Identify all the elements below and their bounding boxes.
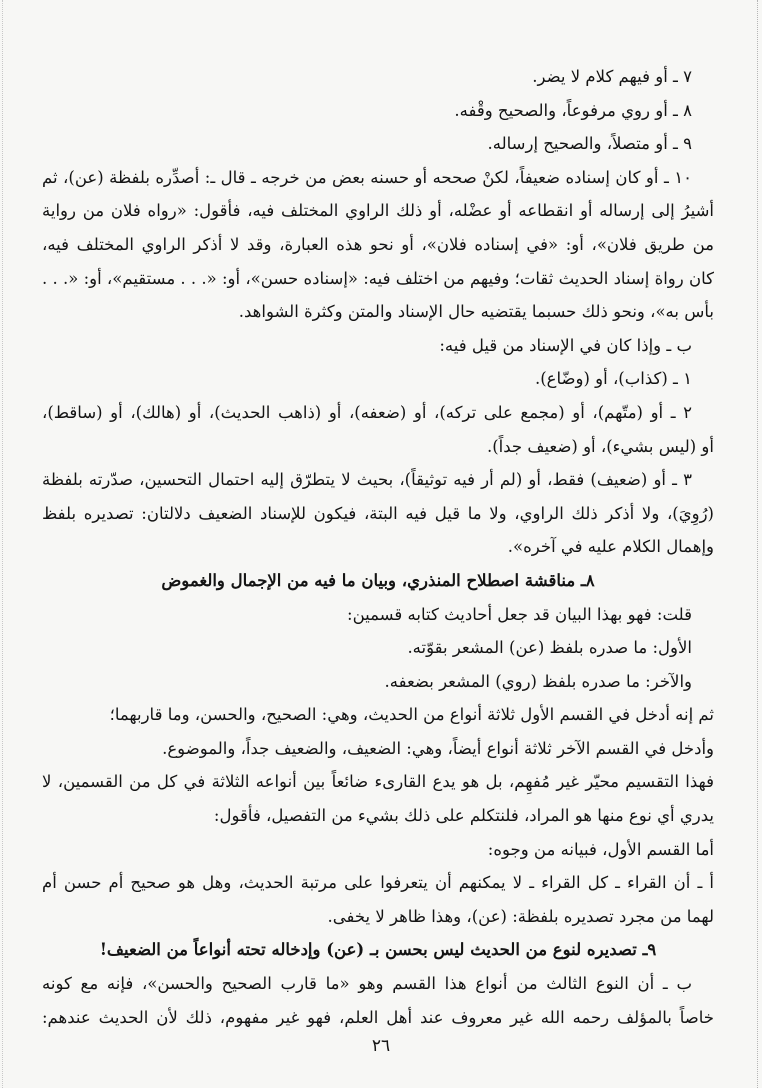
text-line: (رُوِيَ)، ولا أذكر ذلك الراوي، ولا ما قيل فيه البتة، فيكون للإسناد الضعيف دلالتان: تصديره بلفظ [42,503,714,523]
text-line: أو (ليس بشيء)، أو (ضعيف جداً). [487,436,714,456]
text-line: قلت: فهو بهذا البيان قد جعل أحاديث كتابه قسمين: [347,604,692,624]
text-line: وأدخل في القسم الآخر ثلاثة أنواع أيضاً، وهي: الضعيف، والضعيف جداً، والموضوع. [162,738,714,758]
text-line: كان رواة إسناد الحديث ثقات؛ وفيهم من اختلف فيه: «إسناده حسن»، أو: «. . . مستقيم»، أو: «. . . [42,268,714,288]
text-line: ثم إنه أدخل في القسم الأول ثلاثة أنواع من الحديث، وهي: الصحيح، والحسن، وما قاربهما؛ [109,705,714,725]
text-line: ٧ ـ أو فيهم كلام لا يضر. [532,67,692,86]
text-line: من طريق فلان»، أو: «في إسناده فلان»، أو نحو هذه العبارة، وقد لا أذكر الراوي المختلف فيه، [42,234,714,254]
text-line: ٢ ـ أو (متّهم)، أو (مجمع على تركه)، أو (ضعفه)، أو (ذاهب الحديث)، أو (هالك)، أو (ساقط)، [42,402,692,422]
text-line: خاصاً بالمؤلف رحمه الله غير معروف عند أهل العلم، فهو غير مفهوم، ذلك لأن الحديث عندهم: [42,1007,714,1027]
text-line: يدري أي نوع منها هو المراد، فلنتكلم على ذلك بشيء من التفصيل، فأقول: [213,806,714,826]
text-line: والآخر: ما صدره بلفظ (روي) المشعر بضعفه. [384,671,692,691]
text-line: بأس به»، ونحو ذلك حسبما يقتضيه حال الإسناد والمتن وكثرة الشواهد. [238,302,714,322]
text-line: ٣ ـ أو (ضعيف) فقط، أو (لم أر فيه توثيقاً)، بحيث لا يتطرّق إليه احتمال التحسين، صدّرته بلفظة [42,470,692,490]
text-line: الأول: ما صدره بلفظ (عن) المشعر بقوّته. [407,638,692,658]
page-edge-right [756,0,758,1088]
text-line: ١٠ ـ أو كان إسناده ضعيفاً، لكنْ صححه أو حسنه بعض من خرجه ـ قال ـ: أصدِّره بلفظة (عن)، ثم [42,167,692,187]
text-line: فهذا التقسيم محيّر غير مُفهِم، بل هو يدع القارىء ضائعاً بين أنواعه الثلاثة في كل من القسمين، لا [42,772,714,792]
page-body [42,60,714,1034]
section-heading: ٩ـ تصديره لنوع من الحديث ليس بحسن بـ (عن) وإدخاله تحته أنواعاً من الضعيف! [99,940,657,960]
page-edge-left [2,0,4,1088]
text-line: أما القسم الأول، فبيانه من وجوه: [487,839,714,859]
text-line: ٩ ـ أو متصلاً، والصحيح إرساله. [487,134,692,154]
text-line: ب ـ وإذا كان في الإسناد من قيل فيه: [439,335,692,355]
text-line: وإهمال الكلام عليه في آخره». [507,537,714,557]
section-heading: ٨ـ مناقشة اصطلاح المنذري، وبيان ما فيه من الإجمال والغموض [161,570,595,590]
text-line: ٨ ـ أو روي مرفوعاً، والصحيح وقْفه. [454,100,692,120]
text-line: أ ـ أن القراء ـ كل القراء ـ لا يمكنهم أن يتعرفوا على مرتبة الحديث، وهل هو صحيح أم حسن أم [42,873,714,893]
text-line: ١ ـ (كذاب)، أو (وضّاع). [534,369,692,389]
text-line: ب ـ أن النوع الثالث من أنواع هذا القسم وهو «ما قارب الصحيح والحسن»، فإنه مع كونه [42,974,692,994]
text-line: أشيرُ إلى إرساله أو انقطاعه أو عضْله، أو ذلك الراوي المختلف فيه، فأقول: «رواه فلان من رواية [42,201,714,221]
page-number: ٢٦ [371,1036,391,1056]
text-line: لهما من مجرد تصديره بلفظة: (عن)، وهذا ظاهر لا يخفى. [327,906,714,926]
